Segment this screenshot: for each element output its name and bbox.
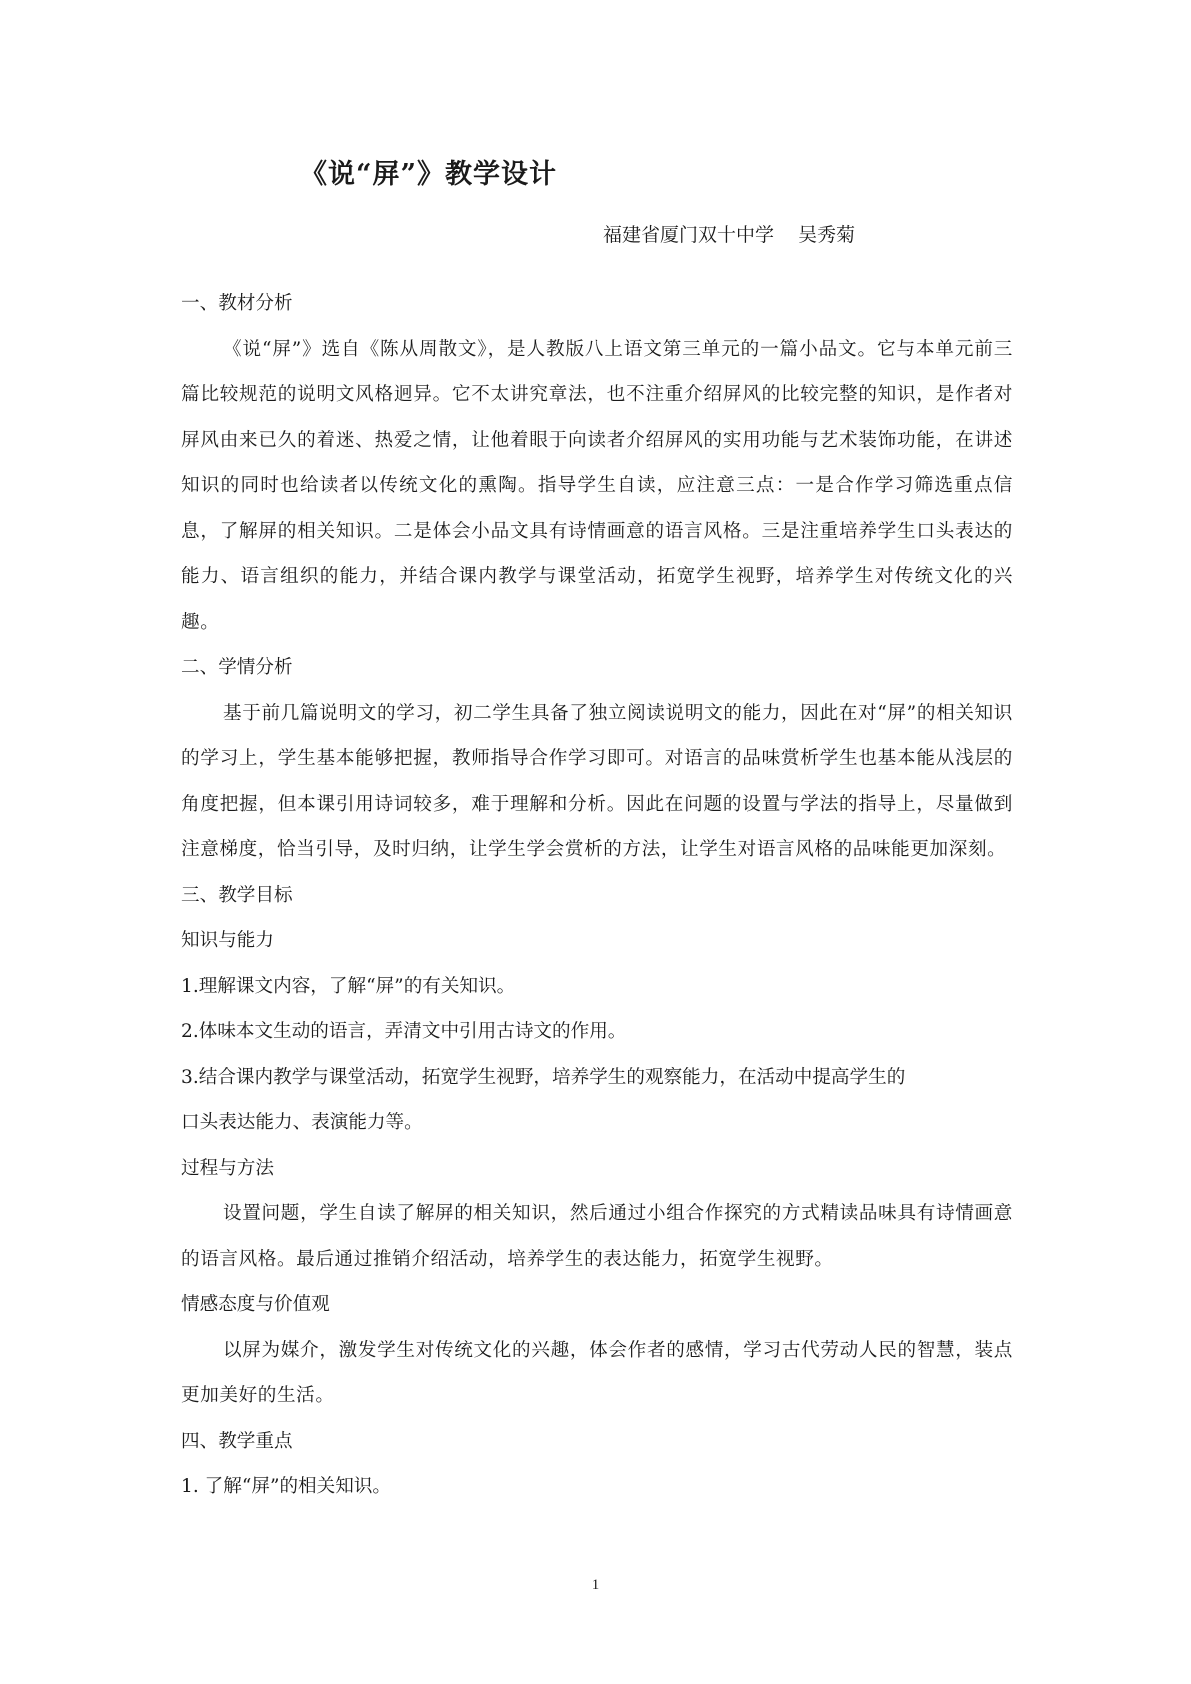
paragraph-student-analysis: 基于前几篇说明文的学习，初二学生具备了独立阅读说明文的能力，因此在对“屏”的相关知识的学习上，学生基本能够把握，教师指导合作学习即可。对语言的品味赏析学生也基本能从浅层的角度把握，但本课引用诗词较多，难于理解和分析。因此在问题的设置与学法的指导上，尽量做到注意梯度，恰当引导，及时归纳，让学生学会赏析的方法，让学生对语言风格的品味能更加深刻。 xyxy=(181,702,1013,860)
paragraph-emotion-values: 以屏为媒介，激发学生对传统文化的兴趣，体会作者的感情，学习古代劳动人民的智慧，装点更加美好的生活。 xyxy=(181,1339,1013,1406)
goal-item-2: 2.体味本文生动的语言，弄清文中引用古诗文的作用。 xyxy=(181,1021,627,1042)
subheading-knowledge-ability: 知识与能力 xyxy=(181,930,274,951)
subheading-emotion-values: 情感态度与价值观 xyxy=(181,1294,330,1315)
subheading-process-method: 过程与方法 xyxy=(181,1157,274,1179)
goal-item-3-line-1: 3.结合课内教学与课堂活动，拓宽学生视野，培养学生的观察能力，在活动中提高学生的 xyxy=(181,1066,906,1088)
section-heading-textbook-analysis: 一、教材分析 xyxy=(181,293,293,314)
section-heading-teaching-goals: 三、教学目标 xyxy=(181,884,293,906)
document-title: 《说“屏”》教学设计 xyxy=(300,159,558,190)
page-number: 1 xyxy=(591,1577,600,1593)
goal-item-1: 1.理解课文内容，了解“屏”的有关知识。 xyxy=(181,975,516,997)
goal-item-3-line-2: 口头表达能力、表演能力等。 xyxy=(181,1112,423,1133)
section-heading-student-analysis: 二、学情分析 xyxy=(181,657,293,678)
document-body xyxy=(181,281,1013,1510)
paragraph-textbook-analysis: 《说“屏”》选自《陈从周散文》，是人教版八上语文第三单元的一篇小品文。它与本单元前三篇比较规范的说明文风格迥异。它不太讲究章法，也不注重介绍屏风的比较完整的知识，是作者对屏风由来已久的着迷、热爱之情，让他着眼于向读者介绍屏风的实用功能与艺术装饰功能，在讲述知识的同时也给读者以传统文化的熏陶。指导学生自读，应注意三点：一是合作学习筛选重点信息，了解屏的相关知识。二是体会小品文具有诗情画意的语言风格。三是注重培养学生口头表达的能力、语言组织的能力，并结合课内教学与课堂活动，拓宽学生视野，培养学生对传统文化的兴趣。 xyxy=(181,338,1013,633)
section-heading-teaching-focus: 四、教学重点 xyxy=(181,1430,293,1452)
focus-item-1: 1. 了解“屏”的相关知识。 xyxy=(181,1476,392,1497)
paragraph-process-method: 设置问题，学生自读了解屏的相关知识，然后通过小组合作探究的方式精读品味具有诗情画意的语言风格。最后通过推销介绍活动，培养学生的表达能力，拓宽学生视野。 xyxy=(181,1203,1013,1270)
author-line: 福建省厦门双十中学 吴秀菊 xyxy=(603,224,856,246)
